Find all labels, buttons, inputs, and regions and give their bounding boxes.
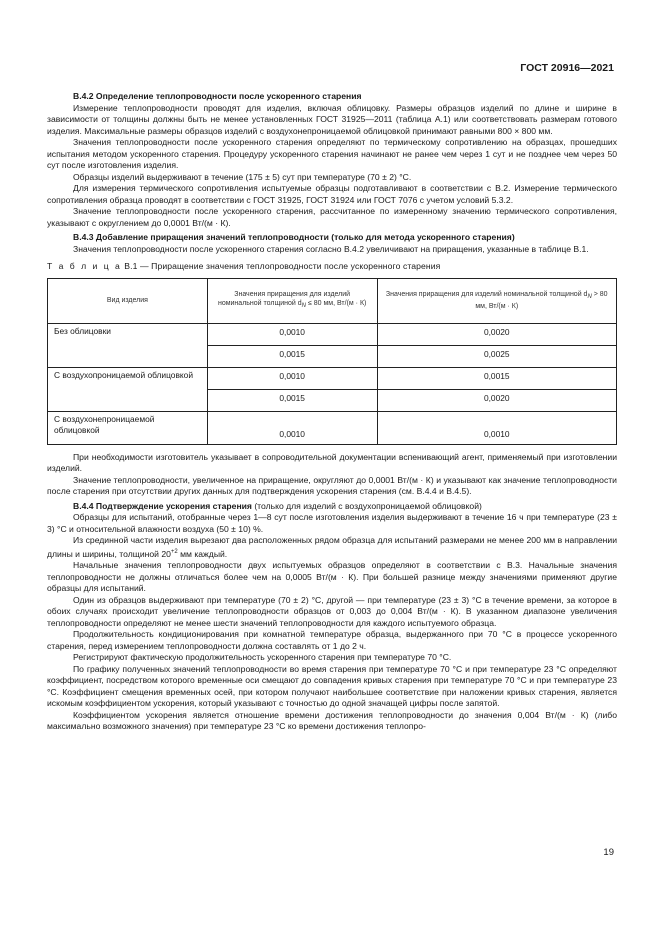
paragraph: При необходимости изготовитель указывает в сопроводительной документации вспенивающий агент, применяемый при изготовлении изделий. <box>47 451 617 473</box>
table-cell-product: С воздухопроницаемой облицовкой <box>48 367 208 411</box>
paragraph: Образцы для испытаний, отобранные через 1—8 сут после изготовления изделия выдерживают в течение 16 ч при температуре (23 ± 3) °С и относительной влажности воздуха (50 ± 10) %. <box>47 512 617 534</box>
paragraph: Значения теплопроводности после ускоренного старения определяют по термическому сопротивлению на образцах, прошедших испытания методом ускоренного старения. Процедуру ускоренного старения начинают не ранее чем через 1 сут и не позднее чем через 50 сут после изготовления изделия. <box>47 137 617 170</box>
table-caption <box>47 261 617 273</box>
paragraph: Значение теплопроводности после ускоренного старения, рассчитанное по измеренному значению термического сопротивления, указывают с округлением до 0,0001 Вт/(м · К). <box>47 206 617 228</box>
paragraph: Значения теплопроводности после ускоренного старения согласно В.4.2 увеличивают на приращения, указанные в таблице В.1. <box>73 243 589 254</box>
table-cell-value: 0,0020 <box>377 323 617 345</box>
table-cell-value: 0,0010 <box>207 323 377 345</box>
section-heading-b43: В.4.3 Добавление приращения значений теплопроводности (только для метода ускоренного старения) <box>73 232 515 242</box>
page-content <box>47 91 617 733</box>
table-cell-product: С воздухонепроницаемой облицовкой <box>48 411 208 444</box>
table-cell-value: 0,0010 <box>207 411 377 444</box>
section-heading-b42: В.4.2 Определение теплопроводности после ускоренного старения <box>73 91 362 101</box>
paragraph: Из срединной части изделия вырезают два расположенных рядом образца для испытаний размерами не менее 200 мм в направлении длины и ширины, толщиной $20^{+2}$ мм каждый. <box>47 535 617 559</box>
table-row <box>48 367 617 389</box>
table-cell-value: 0,0015 <box>207 345 377 367</box>
paragraph: Для измерения термического сопротивления испытуемые образцы подготавливают в соответствии с В.2. Измерение термического сопротивления образца проводят в соответствии с ГОСТ 31925, ГОСТ 31924 или ГОСТ 7076 с учетом условий 5.3.2. <box>47 183 617 205</box>
paragraph: Начальные значения теплопроводности двух испытуемых образцов определяют в соответствии с В.3. Начальные значения теплопроводности не должны отличаться более чем на 0,0005 Вт/(м · К). При большей разнице между значениями применяют другие образцы для испытаний. <box>47 560 617 593</box>
table-cell-product: Без облицовки <box>48 323 208 367</box>
table-cell-value: 0,0010 <box>207 367 377 389</box>
paragraph: Регистрируют фактическую продолжительность ускоренного старения при температуре 70 °С. <box>73 652 452 662</box>
table-cell-value: 0,0015 <box>377 367 617 389</box>
section-heading-b44: В.4.4 Подтверждение ускорения старения (только для изделий с воздухопроницаемой облицовкой) <box>73 500 482 511</box>
column-header-thin: Значения приращения для изделий номинальной толщиной dN ≤ 80 мм, Вт/(м · К) <box>207 278 377 323</box>
table-cell-value: 0,0020 <box>377 389 617 411</box>
paragraph: Один из образцов выдерживают при температуре (70 ± 2) °С, другой — при температуре (23 ± 3) °С в течение времени, за которое в обоих случаях происходит увеличение теплопроводности образцов от 0,003 до 0,004 Вт/(м · К). В указанном диапазоне увеличения теплопроводности определяют не менее шести значений теплопроводности для каждого испытуемого образца. <box>47 594 617 628</box>
table-caption-text: В.1 — Приращение значения теплопроводности после ускоренного старения <box>124 261 441 271</box>
paragraph: Образцы изделий выдерживают в течение (175 ± 5) сут при температуре (70 ± 2) °С. <box>73 171 412 182</box>
table-row <box>48 323 617 345</box>
paragraph: Продолжительность кондиционирования при комнатной температуре образца, выдержанного при 70 °С в процессе ускоренного старения, перед измерением теплопроводности должна составлять от 1 до 2 ч. <box>47 629 617 651</box>
paragraph: Значение теплопроводности, увеличенное на приращение, округляют до 0,0001 Вт/(м · К) и указывают как значение теплопроводности после старения при отсутствии других данных для подтверждения ускорения старения (см. В.4.4 и В.4.5). <box>47 474 617 496</box>
table-cell-value: 0,0025 <box>377 345 617 367</box>
increment-table <box>47 278 617 445</box>
page-number: 19 <box>603 847 614 858</box>
paragraph: По графику полученных значений теплопроводности во время старения при температуре 70 °С и при температуре 23 °С определяют коэффициент, посредством которого временные оси смещают до совпадения кривых старения при температуре 70 °С и при температуре 23 °С. Коэффициент смещения временных осей, при котором получают наибольшее соответствие при наложении кривых старения, является искомым коэффициентом ускорения, который указывают с точностью до одной значащей цифры после запятой. <box>47 663 617 708</box>
document-id: ГОСТ 20916—2021 <box>520 62 614 74</box>
table-caption-prefix: Т а б л и ц а <box>47 261 122 271</box>
table-header-row <box>48 278 617 323</box>
table-row <box>48 411 617 444</box>
column-header-thick: Значения приращения для изделий номинальной толщиной dN > 80 мм, Вт/(м · К) <box>377 278 617 323</box>
table-cell-value: 0,0015 <box>207 389 377 411</box>
column-header-product-type: Вид изделия <box>48 278 208 323</box>
table-cell-value: 0,0010 <box>377 411 617 444</box>
paragraph: Коэффициентом ускорения является отношение времени достижения теплопроводности до значения 0,004 Вт/(м · К) (либо максимально возможного значения) при температуре 23 °С ко времени достижения теплопро- <box>47 709 617 731</box>
paragraph: Измерение теплопроводности проводят для изделия, включая облицовку. Размеры образцов изделий по длине и ширине в зависимости от толщины должны быть не менее установленных ГОСТ 31925—2011 (таблица А.1) или соответствовать размерам готового изделия. Максимальные размеры образцов изделий с воздухонепроницаемой облицовкой принимают равными 800 × 800 мм. <box>47 102 617 136</box>
